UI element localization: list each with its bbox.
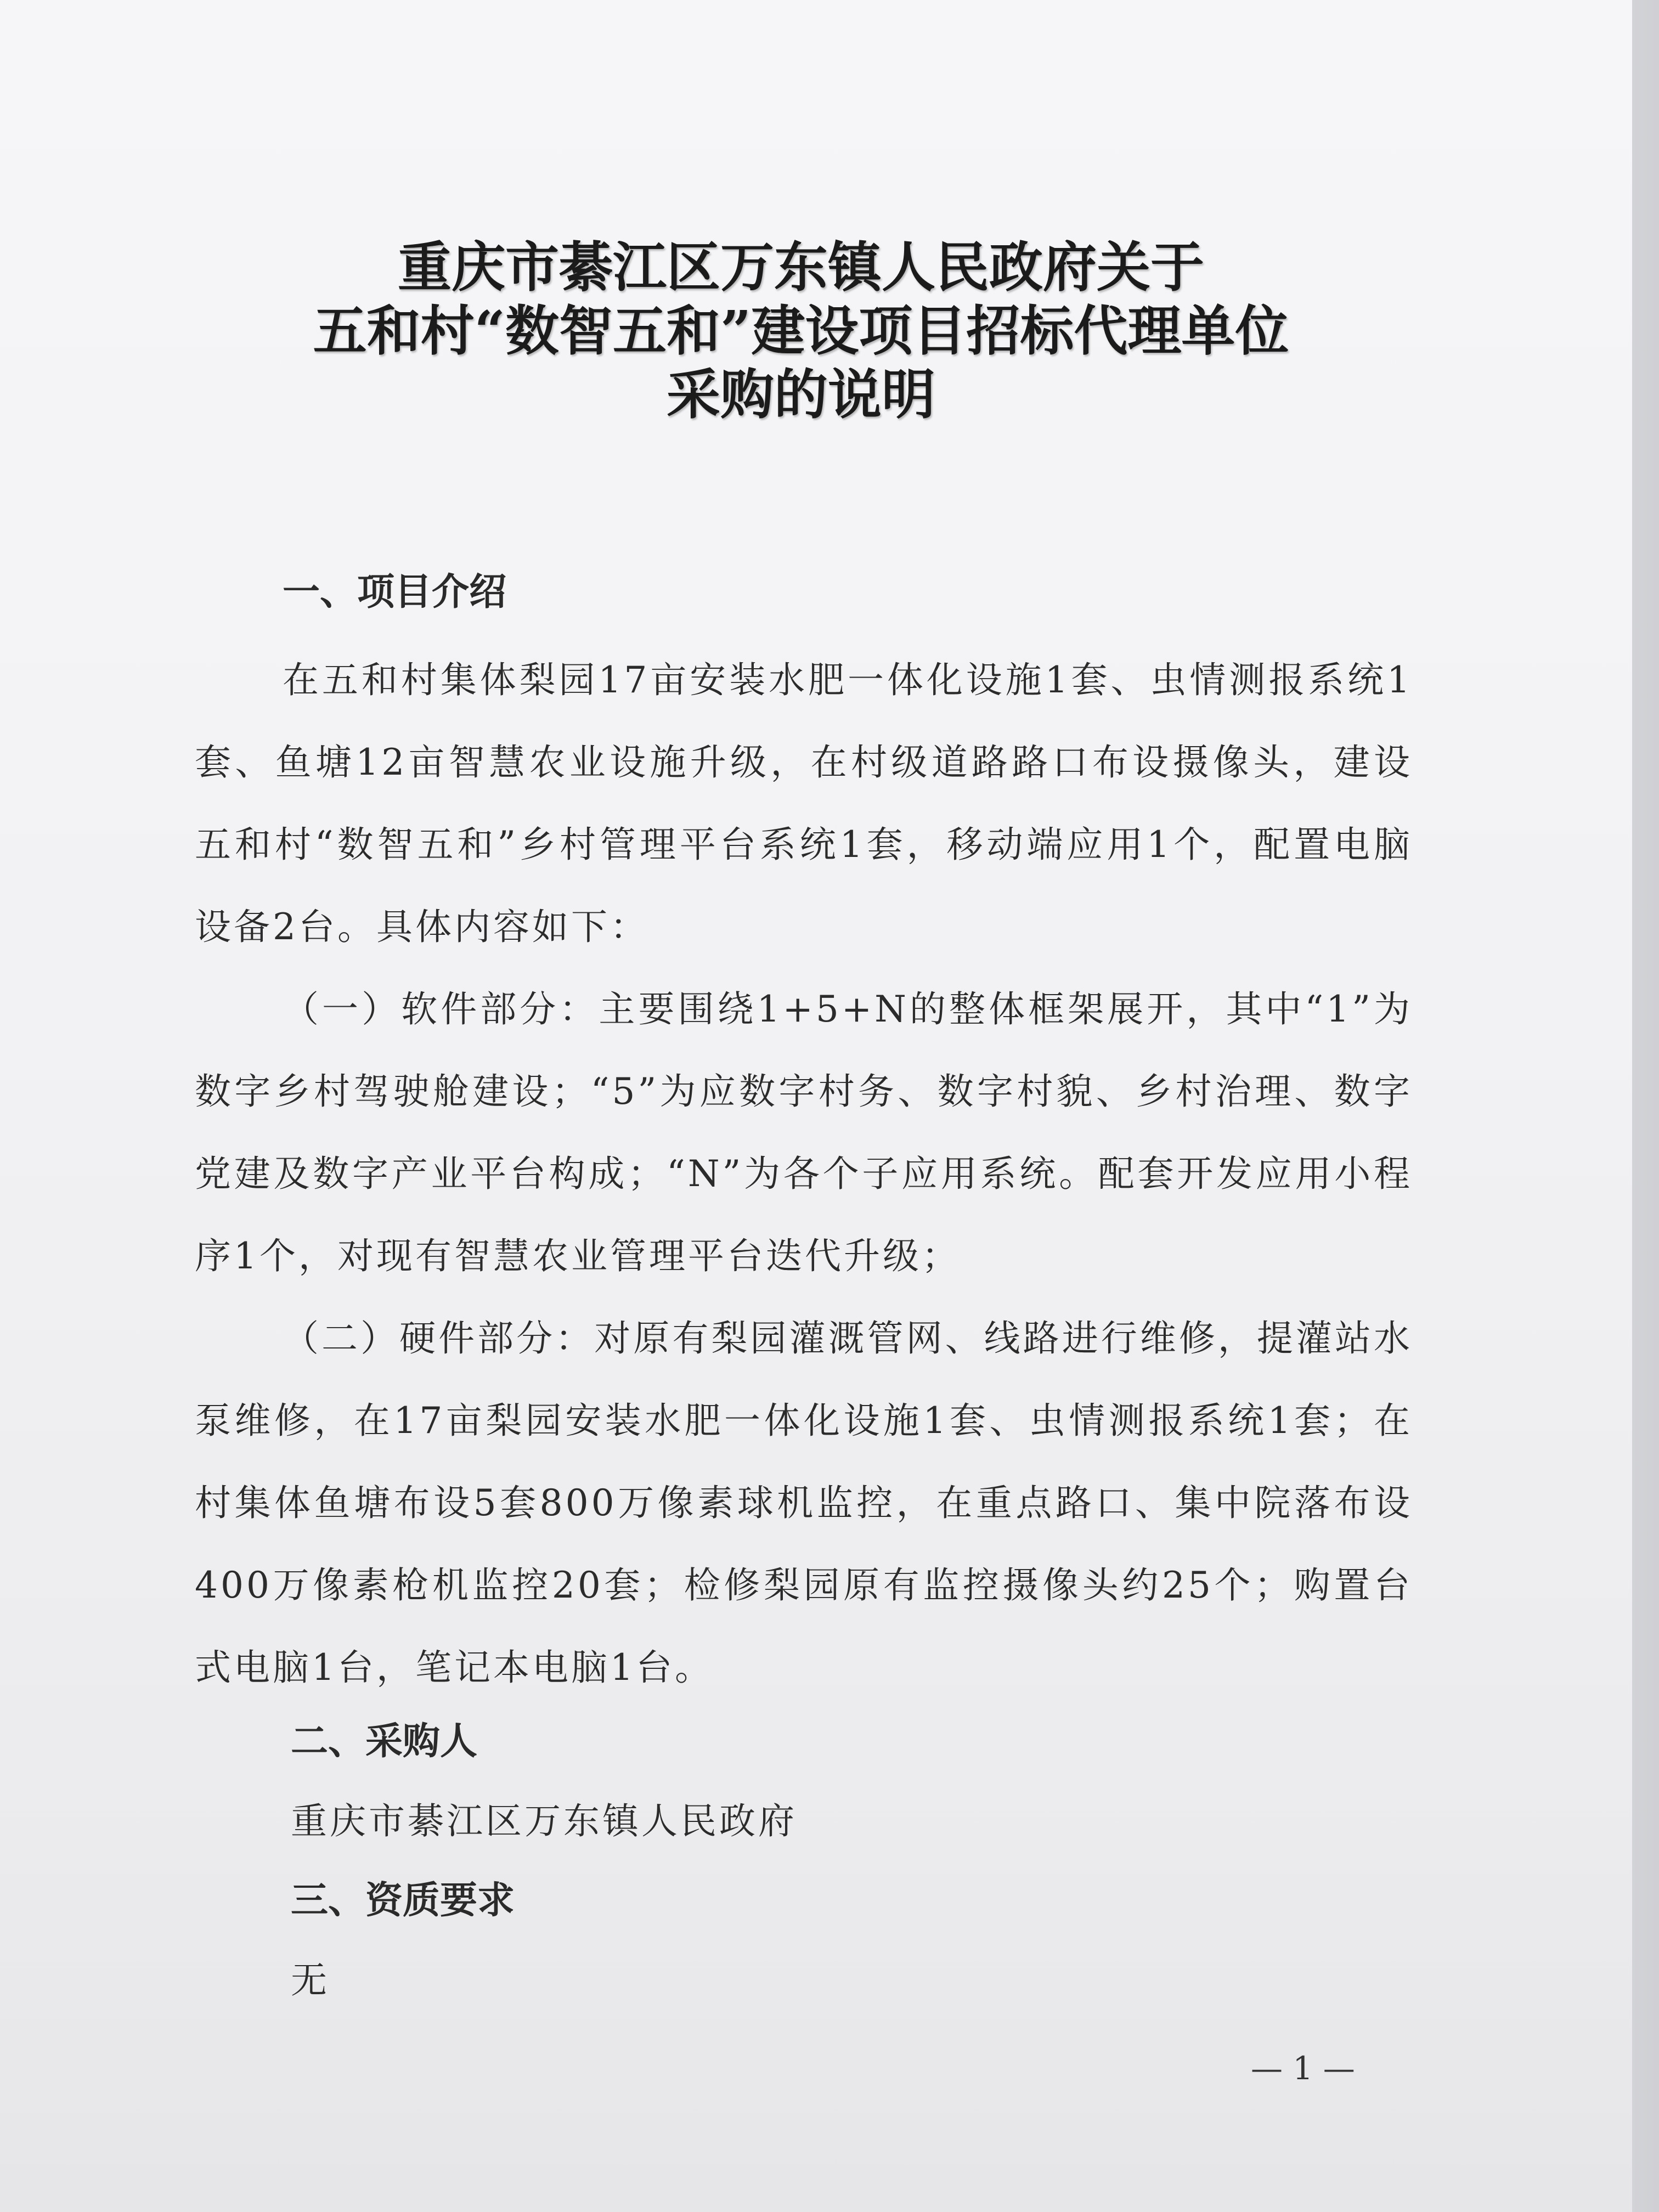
section-heading-project-intro: 一、项目介绍: [283, 571, 507, 614]
section-heading-purchaser: 二、采购人: [291, 1720, 478, 1763]
page-number: — 1 —: [1251, 2050, 1355, 2087]
qualification-content: 无: [291, 1959, 330, 2001]
paragraph-software: （一）软件部分：主要围绕1+5+N的整体框架展开，其中“1”为数字乡村驾驶舱建设；“5”为应数字村务、数字村貌、乡村治理、数字党建及数字产业平台构成；“N”为各个子应用系统。配套开发应用小程序1个，对现有智慧农业管理平台迭代升级；: [195, 988, 1413, 1277]
document-title: [208, 236, 1393, 427]
background-table-edge: [1632, 0, 1659, 2212]
title-line-3: 采购的说明: [666, 363, 935, 426]
paragraph-hardware: （二）硬件部分：对原有梨园灌溉管网、线路进行维修，提灌站水泵维修，在17亩梨园安装水肥一体化设施1套、虫情测报系统1套；在村集体鱼塘布设5套800万像素球机监控，在重点路口、集中院落布设400万像素枪机监控20套；检修梨园原有监控摄像头约25个；购置台式电脑1台，笔记本电脑1台。: [195, 1317, 1413, 1689]
purchaser-name: 重庆市綦江区万东镇人民政府: [291, 1800, 797, 1842]
title-line-1: 重庆市綦江区万东镇人民政府关于: [397, 236, 1204, 299]
section-heading-qualification: 三、资质要求: [291, 1879, 515, 1922]
title-line-2: 五和村“数智五和”建设项目招标代理单位: [313, 300, 1289, 363]
paragraph-project-intro: 在五和村集体梨园17亩安装水肥一体化设施1套、虫情测报系统1套、鱼塘12亩智慧农业设施升级，在村级道路路口布设摄像头，建设五和村“数智五和”乡村管理平台系统1套，移动端应用1个，配置电脑设备2台。具体内容如下：: [195, 659, 1413, 948]
